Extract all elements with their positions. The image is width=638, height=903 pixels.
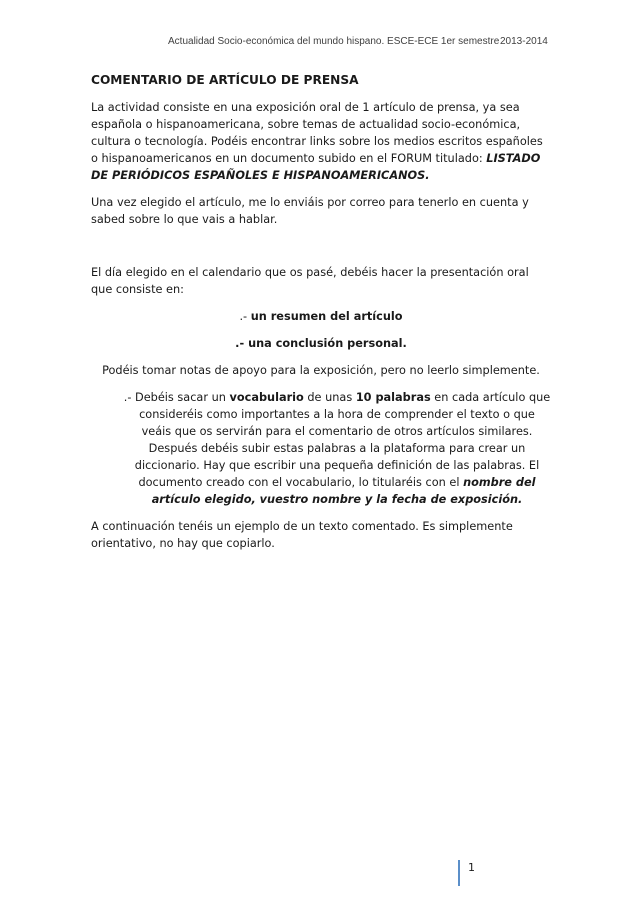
bullet-summary-text: un resumen del artículo [250, 310, 403, 323]
vocab-f: nombre del artículo elegido, vuestro nombre y la fecha de exposición. [151, 476, 536, 506]
document-body [91, 72, 551, 562]
vocab-e: en cada artículo que consideréis como importantes a la hora de comprender el texto o que veáis que os servirán para el comentario de otros artículos similares. Después debéis subir estas palabras a la plataforma para crear un diccionario. Hay que escribir una pequeña definición de las palabras. El documento creado con el vocabulario, lo titularéis con el [134, 391, 551, 489]
vocab-d: 10 palabras [355, 391, 431, 404]
bullet-summary [91, 308, 551, 325]
intro-emphasis: LISTADO DE PERIÓDICOS ESPAÑOLES E HISPANOAMERICANOS. [91, 152, 541, 182]
bullet-conclusion [91, 335, 551, 352]
paragraph-example: A continuación tenéis un ejemplo de un texto comentado. Es simplemente orientativo, no hay que copiarlo. [91, 520, 513, 550]
paragraph-send-article: Una vez elegido el artículo, me lo enviáis por correo para tenerlo en cuenta y sabed sobre lo que vais a hablar. [91, 196, 529, 226]
paragraph-intro [91, 99, 551, 184]
spacer [91, 238, 551, 264]
bullet-summary-prefix: .- [239, 310, 251, 323]
vocab-b: vocabulario [229, 391, 304, 404]
vocab-a: .- Debéis sacar un [123, 391, 230, 404]
header-year: 2013-2014 [500, 36, 548, 47]
paragraph-presentation: El día elegido en el calendario que os pasé, debéis hacer la presentación oral que consiste en: [91, 266, 529, 296]
page-number: 1 [458, 860, 475, 886]
intro-text: La actividad consiste en una exposición oral de 1 artículo de prensa, ya sea española o hispanoamericana, sobre temas de actualidad socio-económica, cultura o tecnología. Podéis encontrar links sobre los medios escritos españoles o hispanoamericanos en un documento subido en el FORUM titulado: [91, 101, 543, 165]
header-text: Actualidad Socio-económica del mundo hispano. ESCE-ECE 1er semestre [168, 36, 500, 47]
paragraph-vocabulary [123, 389, 551, 508]
bullet-conclusion-text: .- una conclusión personal. [235, 337, 407, 350]
vocab-c: de unas [303, 391, 356, 404]
paragraph-notes: Podéis tomar notas de apoyo para la exposición, pero no leerlo simplemente. [102, 364, 540, 377]
document-title: COMENTARIO DE ARTÍCULO DE PRENSA [91, 73, 359, 87]
